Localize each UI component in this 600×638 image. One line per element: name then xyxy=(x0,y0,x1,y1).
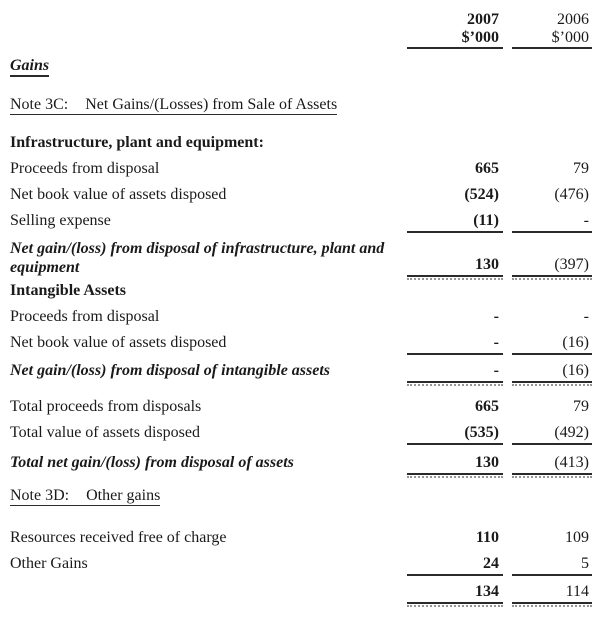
note-3c-title: Net Gains/(Losses) from Sale of Assets xyxy=(85,96,338,113)
amount-2007: 134 xyxy=(407,582,503,604)
row-label: Net book value of assets disposed xyxy=(10,334,227,351)
amount-2006: (413) xyxy=(512,453,592,475)
table-row xyxy=(10,333,592,355)
subtotal-label: Net gain/(loss) from disposal of infrastructure, plant and equipment xyxy=(10,240,385,276)
subtotal-row xyxy=(10,361,592,383)
section-heading: Intangible Assets xyxy=(10,282,127,299)
row-label: Proceeds from disposal xyxy=(10,160,160,177)
table-row xyxy=(10,397,592,417)
row-label: Net book value of assets disposed xyxy=(10,186,227,203)
row-label: Proceeds from disposal xyxy=(10,308,160,325)
amount-2006: - xyxy=(512,211,592,233)
section-heading-row xyxy=(10,281,592,301)
grand-total-row xyxy=(10,453,592,475)
year-2007-header: 2007 xyxy=(467,11,499,28)
amount-2007: (524) xyxy=(464,186,499,203)
amount-2007: - xyxy=(407,333,503,355)
table-row xyxy=(10,423,592,445)
amount-2006: (16) xyxy=(512,361,592,383)
row-label: Other Gains xyxy=(10,555,88,572)
note-3c-heading xyxy=(10,95,337,115)
table-row xyxy=(10,185,592,205)
gains-heading-line xyxy=(10,57,592,77)
amount-2006: (492) xyxy=(512,423,592,445)
unit-2007-header: $’000 xyxy=(407,29,503,49)
section-heading: Infrastructure, plant and equipment: xyxy=(10,134,264,151)
grand-total-label: Total net gain/(loss) from disposal of assets xyxy=(10,454,294,471)
row-label: Selling expense xyxy=(10,212,111,229)
amount-2006: - xyxy=(583,308,589,325)
table-row xyxy=(10,554,592,576)
note-3d-heading-line xyxy=(10,486,592,506)
intangible-section xyxy=(10,281,592,383)
note-3c-heading-line xyxy=(10,95,592,115)
section-total-row xyxy=(10,582,592,604)
subtotal-row xyxy=(10,239,592,277)
amount-2007: 665 xyxy=(475,160,499,177)
table-row xyxy=(10,211,592,233)
amount-2007: 130 xyxy=(407,255,503,277)
amount-2007: (11) xyxy=(407,211,503,233)
note-3d-label: Note 3D: xyxy=(10,487,70,504)
amount-2006: 5 xyxy=(512,554,592,576)
amount-2007: - xyxy=(407,361,503,383)
year-header-row xyxy=(10,11,592,29)
row-label: Total proceeds from disposals xyxy=(10,398,202,415)
year-2006-header: 2006 xyxy=(557,11,589,28)
header-spacer xyxy=(10,29,407,49)
amount-2006: (397) xyxy=(512,255,592,277)
row-label xyxy=(10,582,407,604)
amount-2007: - xyxy=(493,308,499,325)
table-row xyxy=(10,307,592,327)
unit-header-row xyxy=(10,29,592,49)
unit-2006-header: $’000 xyxy=(512,29,592,49)
amount-2006: (476) xyxy=(554,186,589,203)
amount-2006: 79 xyxy=(573,160,589,177)
other-gains-section xyxy=(10,528,592,604)
infrastructure-section xyxy=(10,133,592,277)
header-spacer xyxy=(10,11,407,29)
row-label: Resources received free of charge xyxy=(10,529,227,546)
amount-2007: (535) xyxy=(407,423,503,445)
table-row xyxy=(10,159,592,179)
note-3c-label: Note 3C: xyxy=(10,96,69,113)
amount-2007: 24 xyxy=(407,554,503,576)
amount-2007: 665 xyxy=(475,398,499,415)
amount-2006: 114 xyxy=(512,582,592,604)
table-row xyxy=(10,528,592,548)
subtotal-label: Net gain/(loss) from disposal of intangible assets xyxy=(10,362,331,379)
amount-2007: 110 xyxy=(475,529,499,546)
gains-heading: Gains xyxy=(10,57,49,77)
note-3d-heading xyxy=(10,486,160,506)
amount-2006: (16) xyxy=(512,333,592,355)
note-3d-title: Other gains xyxy=(86,487,161,504)
row-label: Total value of assets disposed xyxy=(10,424,200,441)
amount-2006: 109 xyxy=(565,529,589,546)
amount-2006: 79 xyxy=(573,398,589,415)
section-heading-row xyxy=(10,133,592,153)
totals-section xyxy=(10,397,592,475)
amount-2007: 130 xyxy=(407,453,503,475)
